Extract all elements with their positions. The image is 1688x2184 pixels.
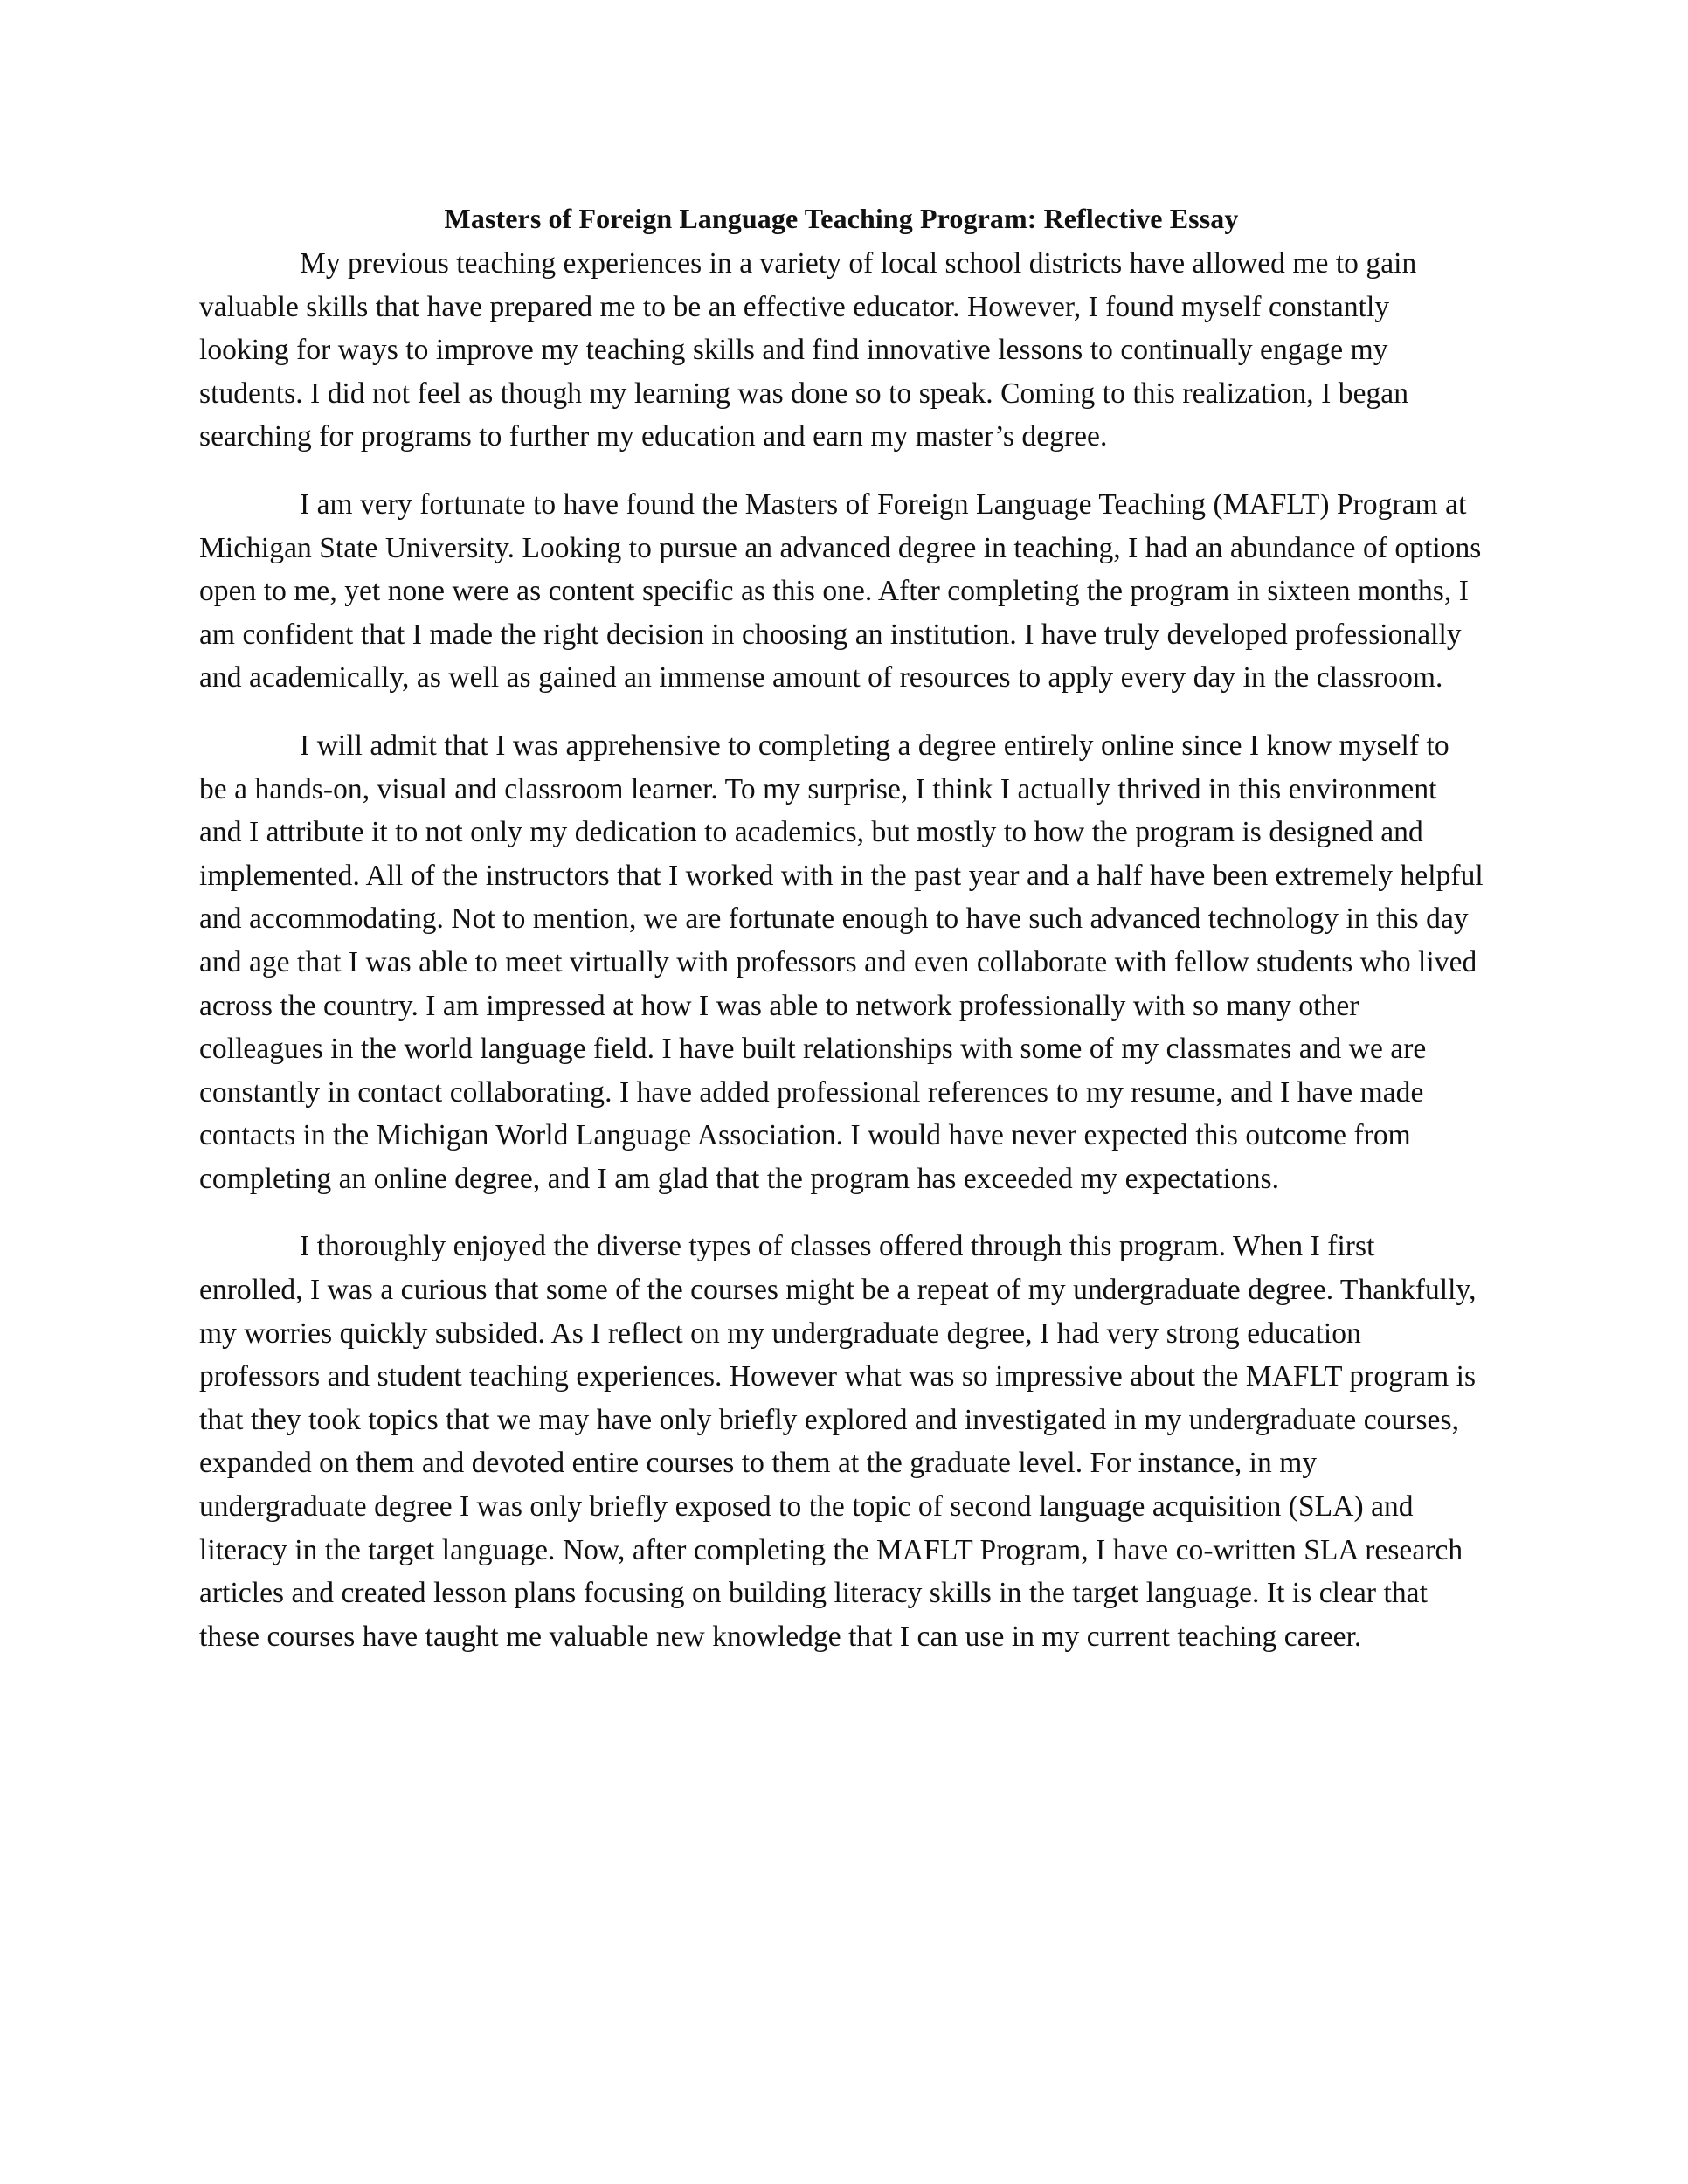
paragraph-4: I thoroughly enjoyed the diverse types of classes offered through this program. When I first enrolled, I was a curious that some of the courses might be a repeat of my undergraduate degree. Thankfully, my worries quickly subsided. As I reflect on my undergraduate degree, I had very strong education professors and student teaching experiences. However what was so impressive about the MAFLT program is that they took topics that we may have only briefly explored and investigated in my undergraduate courses, expanded on them and devoted entire courses to them at the graduate level. For instance, in my undergraduate degree I was only briefly exposed to the topic of second language acquisition (SLA) and literacy in the target language. Now, after completing the MAFLT Program, I have co-written SLA research articles and created lesson plans focusing on building literacy skills in the target language. It is clear that these courses have taught me valuable new knowledge that I can use in my current teaching career. bbox=[199, 1230, 1477, 1653]
paragraph-3: I will admit that I was apprehensive to completing a degree entirely online since I know myself to be a hands-on, visual and classroom learner. To my surprise, I think I actually thrived in this environment and I attribute it to not only my dedication to academics, but mostly to how the program is designed and implemented. All of the instructors that I worked with in the past year and a half have been extremely helpful and accommodating. Not to mention, we are fortunate enough to have such advanced technology in this day and age that I was able to meet virtually with professors and even collaborate with fellow students who lived across the country. I am impressed at how I was able to network professionally with so many other colleagues in the world language field. I have built relationships with some of my classmates and we are constantly in contact collaborating. I have added professional references to my resume, and I have made contacts in the Michigan World Language Association. I would have never expected this outcome from completing an online degree, and I am glad that the program has exceeded my expectations. bbox=[199, 729, 1484, 1195]
paragraph-1: My previous teaching experiences in a variety of local school districts have allowed me to gain valuable skills that have prepared me to be an effective educator. However, I found myself constantly looking for ways to improve my teaching skills and find innovative lessons to continually engage my students. I did not feel as though my learning was done so to speak. Coming to this realization, I began searching for programs to further my education and earn my master’s degree. bbox=[199, 247, 1417, 453]
paragraph-2: I am very fortunate to have found the Masters of Foreign Language Teaching (MAFLT) Program at Michigan State University. Looking to pursue an advanced degree in teaching, I had an abundance of options open to me, yet none were as content specific as this one. After completing the program in sixteen months, I am confident that I made the right decision in choosing an institution. I have truly developed professionally and academically, as well as gained an immense amount of resources to apply every day in the classroom. bbox=[199, 487, 1482, 695]
essay-body bbox=[199, 197, 1484, 1658]
essay-title: Masters of Foreign Language Teaching Program: Reflective Essay bbox=[444, 203, 1239, 234]
